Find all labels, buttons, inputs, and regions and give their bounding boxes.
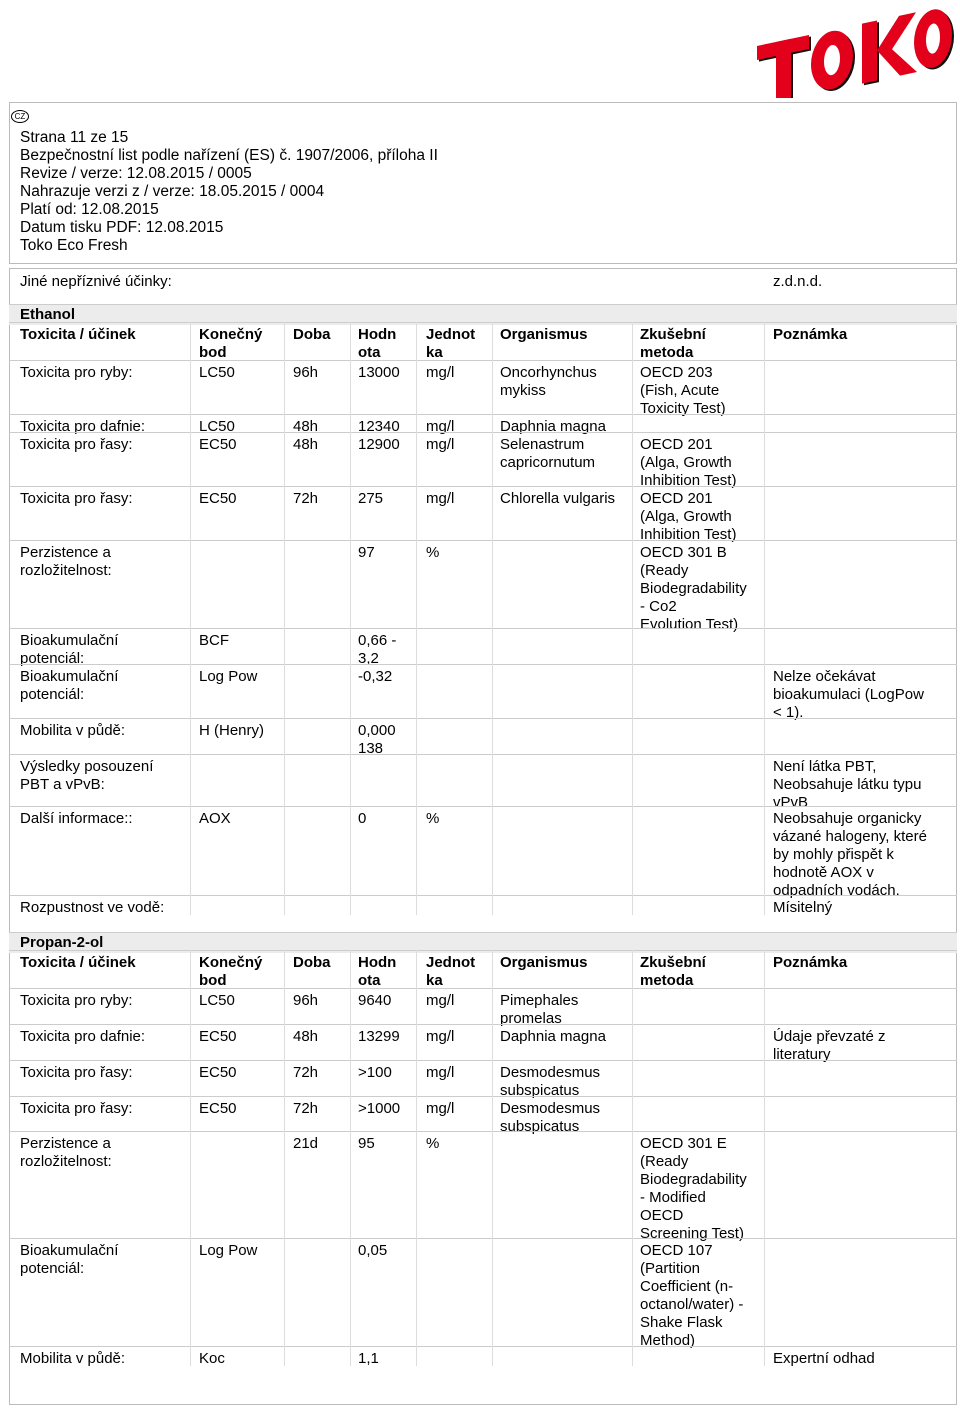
cell-value: 12900 [358, 436, 400, 453]
table-row [9, 1131, 957, 1242]
table-row [9, 988, 957, 1025]
column-separator [284, 950, 285, 1366]
column-separator [492, 950, 493, 1366]
column-separator [492, 322, 493, 915]
cell-remark: Údaje převzaté z literatury [773, 1028, 886, 1063]
header-regulation: Bezpečnostní list podle nařízení (ES) č. 1907/2006, příloha II [20, 147, 438, 164]
cell-unit: mg/l [426, 1064, 455, 1081]
cell-endpoint: AOX [199, 810, 231, 827]
cell-value: 12340 [358, 418, 400, 435]
cell-endpoint: BCF [199, 632, 229, 649]
cell-effect: Bioakumulační potenciál: [20, 632, 119, 667]
header-product: Toko Eco Fresh [20, 237, 128, 254]
cell-value: >100 [358, 1064, 392, 1081]
column-header-unit: Jednot ka [426, 326, 476, 361]
table-row [9, 1096, 957, 1135]
cell-method: OECD 201 (Alga, Growth Inhibition Test) [640, 490, 737, 543]
table-row [9, 486, 957, 541]
cell-unit: mg/l [426, 436, 455, 453]
cell-effect: Mobilita v půdě: [20, 722, 126, 739]
header-page: Strana 11 ze 15 [20, 129, 129, 146]
table-row [9, 1346, 957, 1367]
cell-endpoint: EC50 [199, 1028, 237, 1045]
cell-value: 95 [358, 1135, 375, 1152]
language-badge: CZ [11, 110, 29, 123]
cell-effect: Toxicita pro dafnie: [20, 1028, 146, 1045]
cell-endpoint: LC50 [199, 418, 235, 435]
cell-remark: Nelze očekávat bioakumulaci (LogPow < 1). [773, 668, 924, 721]
table-row [9, 1060, 957, 1097]
column-header-unit: Jednot ka [426, 954, 476, 989]
table-row [9, 806, 957, 899]
cell-effect: Toxicita pro dafnie: [20, 418, 146, 435]
cell-value: 97 [358, 544, 375, 561]
cell-organism: Desmodesmus subspicatus [500, 1100, 601, 1135]
cell-effect: Toxicita pro ryby: [20, 992, 133, 1009]
cell-duration: 48h [293, 418, 319, 435]
cell-unit: % [426, 810, 440, 827]
cell-remark: Není látka PBT, Neobsahuje látku typu vPvB [773, 758, 922, 811]
column-header-duration: Doba [293, 954, 331, 971]
column-header-remark: Poznámka [773, 954, 848, 971]
cell-duration: 72h [293, 1064, 319, 1081]
cell-duration: 96h [293, 992, 319, 1009]
cell-endpoint: LC50 [199, 992, 235, 1009]
cell-effect: Toxicita pro řasy: [20, 490, 133, 507]
table-row [9, 432, 957, 487]
column-separator [764, 950, 765, 1366]
column-header-duration: Doba [293, 326, 331, 343]
cell-method: OECD 203 (Fish, Acute Toxicity Test) [640, 364, 726, 417]
table-row [9, 1238, 957, 1347]
header-print-date: Datum tisku PDF: 12.08.2015 [20, 219, 224, 236]
cell-unit: mg/l [426, 1028, 455, 1045]
cell-effect: Toxicita pro ryby: [20, 364, 133, 381]
cell-endpoint: EC50 [199, 1100, 237, 1117]
cell-effect: Toxicita pro řasy: [20, 1064, 133, 1081]
cell-unit: mg/l [426, 992, 455, 1009]
cell-unit: % [426, 544, 440, 561]
cell-endpoint: EC50 [199, 436, 237, 453]
cell-organism: Selenastrum capricornutum [500, 436, 596, 471]
table-row [9, 664, 957, 719]
cell-remark: Mísitelný [773, 899, 833, 916]
column-header-method: Zkušební metoda [640, 326, 706, 361]
cell-effect: Bioakumulační potenciál: [20, 1242, 119, 1277]
column-header-organism: Organismus [500, 326, 588, 343]
table-row [9, 628, 957, 665]
column-separator [764, 322, 765, 915]
cell-duration: 96h [293, 364, 319, 381]
cell-remark: Expertní odhad [773, 1350, 875, 1367]
cell-unit: mg/l [426, 364, 455, 381]
cell-value: 275 [358, 490, 384, 507]
header-replaces: Nahrazuje verzi z / verze: 18.05.2015 / 0004 [20, 183, 325, 200]
cell-effect: Rozpustnost ve vodě: [20, 899, 165, 916]
cell-value: 0,05 [358, 1242, 388, 1259]
cell-remark: Neobsahuje organicky vázané halogeny, které by mohly přispět k hodnotě AOX v odpadních vodách. [773, 810, 927, 899]
cell-organism: Pimephales promelas [500, 992, 579, 1027]
cell-value: 0,66 - 3,2 [358, 632, 397, 667]
column-separator [632, 950, 633, 1366]
cell-method: OECD 301 B (Ready Biodegradability - Co2 Evolution Test) [640, 544, 747, 633]
cell-endpoint: Log Pow [199, 1242, 258, 1259]
table-row [9, 540, 957, 633]
cell-effect: Perzistence a rozložitelnost: [20, 1135, 112, 1170]
cell-value: 1,1 [358, 1350, 379, 1367]
cell-method: OECD 301 E (Ready Biodegradability - Modified OECD Screening Test) [640, 1135, 747, 1242]
cell-value: 13299 [358, 1028, 400, 1045]
cell-duration: 72h [293, 1100, 319, 1117]
column-separator [190, 322, 191, 915]
column-header-value: Hodn ota [358, 326, 397, 361]
cell-effect: Bioakumulační potenciál: [20, 668, 119, 703]
header-valid-from: Platí od: 12.08.2015 [20, 201, 159, 218]
cell-method: OECD 107 (Partition Coefficient (n- octanol/water) - Shake Flask Method) [640, 1242, 744, 1349]
propanol-header-row [9, 950, 957, 991]
column-header-organism: Organismus [500, 954, 588, 971]
table-row [9, 414, 957, 433]
cell-endpoint: EC50 [199, 490, 237, 507]
cell-duration: 21d [293, 1135, 319, 1152]
ethanol-header-row [9, 322, 957, 363]
header-revision: Revize / verze: 12.08.2015 / 0005 [20, 165, 252, 182]
cell-method: OECD 201 (Alga, Growth Inhibition Test) [640, 436, 737, 489]
column-separator [416, 950, 417, 1366]
column-separator [416, 322, 417, 915]
cell-unit: mg/l [426, 1100, 455, 1117]
ethanol-title: Ethanol [20, 306, 75, 323]
cell-unit: mg/l [426, 418, 455, 435]
cell-unit: mg/l [426, 490, 455, 507]
column-header-endpoint: Konečný bod [199, 326, 263, 361]
column-separator [350, 322, 351, 915]
column-header-effect: Toxicita / účinek [20, 954, 136, 971]
cell-effect: Výsledky posouzení PBT a vPvB: [20, 758, 154, 793]
cell-organism: Oncorhynchus mykiss [500, 364, 597, 399]
column-separator [190, 950, 191, 1366]
cell-endpoint: EC50 [199, 1064, 237, 1081]
cell-value: 0 [358, 810, 367, 827]
table-row [9, 895, 957, 916]
cell-effect: Toxicita pro řasy: [20, 436, 133, 453]
column-separator [350, 950, 351, 1366]
table-row [9, 718, 957, 755]
column-header-endpoint: Konečný bod [199, 954, 263, 989]
cell-value: 0,000 138 [358, 722, 396, 757]
cell-organism: Desmodesmus subspicatus [500, 1064, 601, 1099]
cell-value: >1000 [358, 1100, 401, 1117]
cell-value: 9640 [358, 992, 392, 1009]
column-separator [284, 322, 285, 915]
cell-duration: 48h [293, 1028, 319, 1045]
column-header-value: Hodn ota [358, 954, 397, 989]
other-effects-value: z.d.n.d. [773, 273, 823, 290]
cell-endpoint: Log Pow [199, 668, 258, 685]
table-row [9, 1024, 957, 1061]
column-header-remark: Poznámka [773, 326, 848, 343]
column-header-method: Zkušební metoda [640, 954, 706, 989]
cell-unit: % [426, 1135, 440, 1152]
cell-value: -0,32 [358, 668, 393, 685]
cell-effect: Perzistence a rozložitelnost: [20, 544, 112, 579]
cell-duration: 48h [293, 436, 319, 453]
table-row [9, 754, 957, 811]
column-header-effect: Toxicita / účinek [20, 326, 136, 343]
cell-endpoint: H (Henry) [199, 722, 265, 739]
other-effects-row [9, 268, 957, 292]
cell-organism: Daphnia magna [500, 418, 606, 435]
cell-organism: Daphnia magna [500, 1028, 606, 1045]
table-row [9, 360, 957, 415]
cell-duration: 72h [293, 490, 319, 507]
cell-value: 13000 [358, 364, 400, 381]
cell-effect: Mobilita v půdě: [20, 1350, 126, 1367]
column-separator [632, 322, 633, 915]
toko-logo [757, 8, 954, 98]
cell-endpoint: LC50 [199, 364, 235, 381]
cell-endpoint: Koc [199, 1350, 225, 1367]
propanol-title: Propan-2-ol [20, 934, 104, 951]
other-effects-label: Jiné nepříznivé účinky: [20, 273, 172, 290]
cell-effect: Toxicita pro řasy: [20, 1100, 133, 1117]
cell-effect: Další informace:: [20, 810, 133, 827]
cell-organism: Chlorella vulgaris [500, 490, 616, 507]
